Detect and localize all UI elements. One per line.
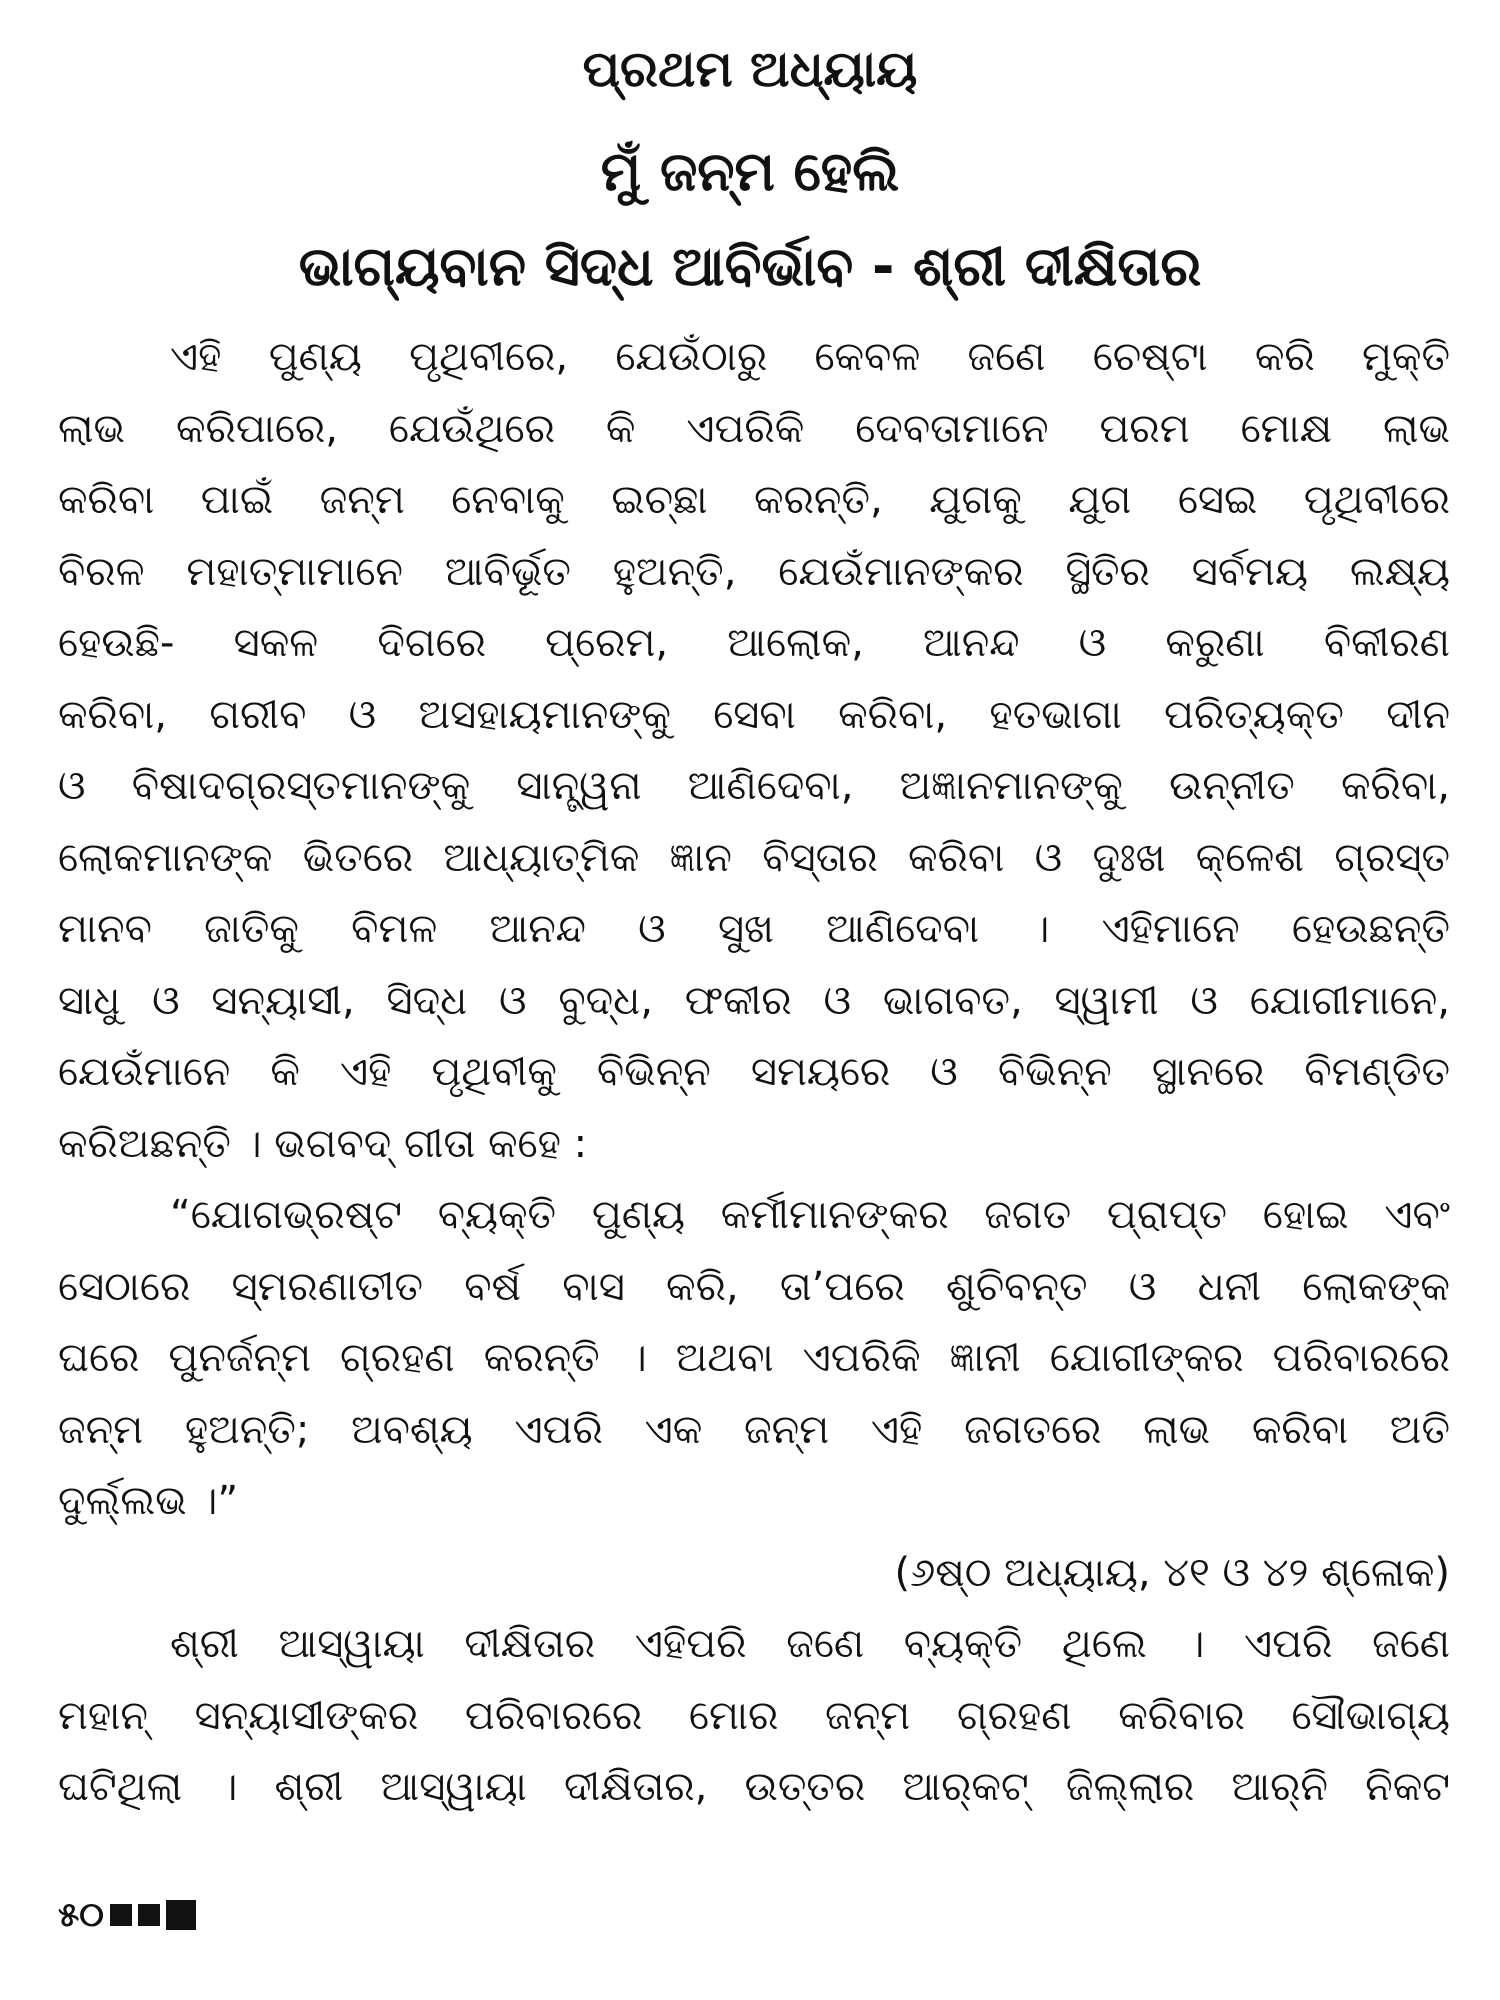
text-line: କରିବା ପାଇଁ ଜନ୍ମ ନେବାକୁ ଇଚ୍ଛା କରନ୍ତି, ଯୁଗକୁ ଯୁଗ ସେଇ ପୃଥିବୀରେ [58, 477, 1450, 523]
decorative-square-icon [110, 1904, 132, 1926]
text-line: ହେଉଛି- ସକଳ ଦିଗରେ ପ୍ରେମ, ଆଲୋକ, ଆନନ୍ଦ ଓ କରୁଣା ବିକୀରଣ [58, 620, 1450, 666]
quote-line: ଘରେ ପୁନର୍ଜନ୍ମ ଗ୍ରହଣ କରନ୍ତି । ଅଥବା ଏପରିକି ଜ୍ଞାନୀ ଯୋଗୀଙ୍କର ପରିବାରରେ [58, 1335, 1450, 1381]
text-line: ଲାଭ କରିପାରେ, ଯେଉଁଥିରେ କି ଏପରିକି ଦେବତାମାନେ ପରମ ମୋକ୍ଷ ଲାଭ [58, 405, 1450, 452]
text-line: କରିବା, ଗରୀବ ଓ ଅସହାୟମାନଙ୍କୁ ସେବା କରିବା, ହତଭାଗା ପରିତ୍ୟକ୍ତ ଦୀନ [58, 691, 1450, 738]
text-line: ସାଧୁ ଓ ସନ୍ୟାସୀ, ସିଦ୍ଧ ଓ ବୁଦ୍ଧ, ଫକୀର ଓ ଭାଗବତ, ସ୍ୱାମୀ ଓ ଯୋଗୀମାନେ, [58, 977, 1450, 1024]
body-text [58, 322, 1450, 1824]
quote-line: “ଯୋଗଭ୍ରଷ୍ଟ ବ୍ୟକ୍ତି ପୁଣ୍ୟ କର୍ମୀମାନଙ୍କର ଜଗତ ପ୍ରାପ୍ତ ହୋଇ ଏବଂ [170, 1192, 1450, 1238]
quote-line: ସେଠାରେ ସ୍ମରଣାତୀତ ବର୍ଷ ବାସ କରି, ତା’ପରେ ଶୁଚିବନ୍ତ ଓ ଧନୀ ଲୋକଙ୍କ [58, 1263, 1450, 1310]
text-line: ଲୋକମାନଙ୍କ ଭିତରେ ଆଧ୍ୟାତ୍ମିକ ଜ୍ଞାନ ବିସ୍ତାର କରିବା ଓ ଦୁଃଖ କ୍ଳେଶ ଗ୍ରସ୍ତ [58, 834, 1450, 881]
text-line: ଓ ବିଷାଦଗ୍ରସ୍ତମାନଙ୍କୁ ସାନ୍ତ୍ୱନା ଆଣିଦେବା, ଅଜ୍ଞାନମାନଙ୍କୁ ଉନ୍ନୀତ କରିବା, [58, 763, 1450, 809]
section-subtitle: ଭାଗ୍ୟବାନ ସିଦ୍ଧ ଆବିର୍ଭାବ - ଶ୍ରୀ ଦୀକ୍ଷିତାର [298, 235, 1202, 298]
quote-line: ଦୁର୍ଲ୍ଲଭ ।” [58, 1478, 239, 1524]
text-line: ମହାନ୍ ସନ୍ୟାସୀଙ୍କର ପରିବାରରେ ମୋର ଜନ୍ମ ଗ୍ରହଣ କରିବାର ସୌଭାଗ୍ୟ [58, 1692, 1450, 1739]
page-footer [58, 1895, 196, 1935]
text-line: ଘଟିଥିଲା । ଶ୍ରୀ ଆସ୍ୱାୟା ଦୀକ୍ଷିତାର, ଉତ୍ତର ଆର୍‌କଟ୍ ଜିଲ୍ଲାର ଆର୍‌ନି ନିକଟ [58, 1764, 1450, 1810]
page-number: ୫୦ [58, 1895, 104, 1935]
text-line: ଶ୍ରୀ ଆସ୍ୱାୟା ଦୀକ୍ଷିତାର ଏହିପରି ଜଣେ ବ୍ୟକ୍ତି ଥିଲେ । ଏପରି ଜଣେ [170, 1621, 1450, 1667]
decorative-square-icon [166, 1900, 196, 1930]
text-line: ଯେଉଁମାନେ କି ଏହି ପୃଥିବୀକୁ ବିଭିନ୍ନ ସମୟରେ ଓ ବିଭିନ୍ନ ସ୍ଥାନରେ ବିମଣ୍ଡିତ [58, 1049, 1450, 1095]
chapter-heading: ପ୍ରଥମ ଅଧ୍ୟାୟ [582, 40, 918, 98]
decorative-square-icon [138, 1904, 160, 1926]
chapter-title: ମୁଁ ଜନ୍ମ ହେଲି [600, 140, 900, 203]
text-line: ବିରଳ ମହାତ୍ମାମାନେ ଆବିର୍ଭୂତ ହୁଅନ୍ତି, ଯେଉଁମାନଙ୍କର ସ୍ଥିତିର ସର୍ବମୟ ଲକ୍ଷ୍ୟ [58, 548, 1450, 595]
quote-citation: (୬ଷ୍ଠ ଅଧ୍ୟାୟ, ୪୧ ଓ ୪୨ ଶ୍ଳୋକ) [894, 1549, 1450, 1596]
text-line: ଏହି ପୁଣ୍ୟ ପୃଥିବୀରେ, ଯେଉଁଠାରୁ କେବଳ ଜଣେ ଚେଷ୍ଟା କରି ମୁକ୍ତି [170, 334, 1450, 380]
text-line: କରିଅଛନ୍ତି । ଭଗବଦ୍ ଗୀତା କହେ : [58, 1120, 588, 1167]
text-line: ମାନବ ଜାତିକୁ ବିମଳ ଆନନ୍ଦ ଓ ସୁଖ ଆଣିଦେବା । ଏହିମାନେ ହେଉଛନ୍ତି [58, 906, 1450, 952]
quote-line: ଜନ୍ମ ହୁଅନ୍ତି; ଅବଶ୍ୟ ଏପରି ଏକ ଜନ୍ମ ଏହି ଜଗତରେ ଲାଭ କରିବା ଅତି [58, 1406, 1450, 1453]
